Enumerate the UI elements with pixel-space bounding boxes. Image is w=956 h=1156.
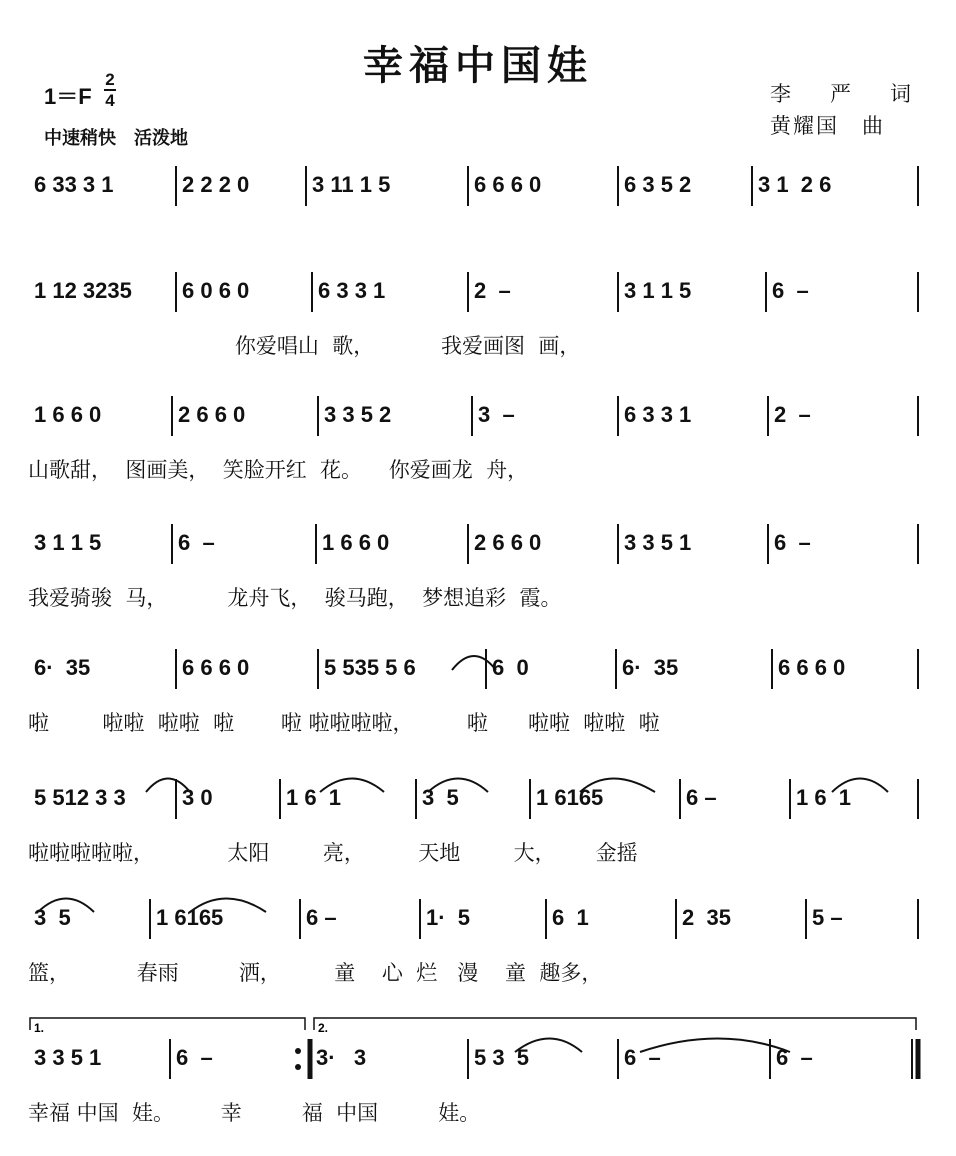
measure: 3 0: [182, 785, 213, 810]
lyrics-line: 你爱唱山 歌， 我爱画图 画，: [28, 334, 581, 358]
measure: 3 5: [34, 905, 71, 930]
measure: 6 –: [306, 905, 337, 930]
measure: 2 6 6 0: [474, 530, 542, 555]
measure: 3 3 5 2: [324, 402, 392, 427]
lyricist-credit: 李 严 词: [770, 83, 920, 106]
measure: 2 –: [474, 278, 511, 303]
measure: 5 3 5: [474, 1045, 530, 1070]
volta-label: 1.: [34, 1021, 45, 1035]
slur: [320, 779, 384, 793]
measure: 6 –: [178, 530, 215, 555]
measure: 6 3 5 2: [624, 172, 692, 197]
volta-1-bracket: [30, 1018, 305, 1030]
repeat-dot: [295, 1048, 301, 1054]
measure: 6 –: [624, 1045, 661, 1070]
measure: 3 3 5 1: [34, 1045, 102, 1070]
lyrics-line: 我爱骑骏 马， 龙舟飞， 骏马跑， 梦想追彩 霞。: [28, 586, 562, 610]
measure: 3· 3: [316, 1045, 367, 1070]
measure: 6 0: [492, 655, 529, 680]
measure: 6 –: [776, 1045, 813, 1070]
measure: 5 512 3 3: [34, 785, 126, 810]
measure: 3 1 2 6: [758, 172, 832, 197]
measure: 1· 5: [426, 905, 471, 930]
volta-2-bracket: [314, 1018, 916, 1030]
measure: 6 1: [552, 905, 589, 930]
measure: 1 12 3235: [34, 278, 132, 303]
slur: [515, 1039, 582, 1053]
measure: 1 6165: [156, 905, 224, 930]
measure: 3 5: [422, 785, 459, 810]
measure: 6· 35: [34, 655, 91, 680]
slur: [580, 779, 655, 793]
measure: 6 6 6 0: [778, 655, 846, 680]
measure: 1 6 6 0: [322, 530, 390, 555]
time-signature-bottom: 4: [105, 91, 115, 110]
measure: 6 –: [686, 785, 717, 810]
composer-credit: 黄耀国 曲: [770, 115, 885, 138]
lyrics-line: 幸福 中国 娃。 幸 福 中国 娃。: [28, 1101, 481, 1125]
measure: 1 6 6 0: [34, 402, 102, 427]
lyrics-line: 篮， 春雨 洒， 童 心 烂 漫 童 趣多，: [28, 961, 603, 985]
measure: 6 6 6 0: [474, 172, 542, 197]
measure: 6 0 6 0: [182, 278, 250, 303]
measure: 6 –: [176, 1045, 213, 1070]
measure: 2 2 2 0: [182, 172, 250, 197]
slur: [190, 899, 266, 913]
slur: [452, 656, 496, 670]
measure: 6 33 3 1: [34, 172, 114, 197]
measure: 2 35: [682, 905, 731, 930]
slur: [640, 1039, 790, 1053]
measure: 6· 35: [622, 655, 679, 680]
measure: 6 –: [774, 530, 811, 555]
repeat-dot: [295, 1064, 301, 1070]
volta-label: 2.: [318, 1021, 329, 1035]
tempo-marking: 中速稍快 活泼地: [44, 128, 188, 148]
measure: 6 3 3 1: [624, 402, 692, 427]
measure: 6 –: [772, 278, 809, 303]
slur: [146, 779, 190, 793]
measure: 3 –: [478, 402, 515, 427]
slur: [428, 779, 488, 793]
measure: 5 535 5 6: [324, 655, 416, 680]
measure: 1 6 1: [286, 785, 342, 810]
key-signature: 1＝F: [44, 84, 92, 109]
lyrics-line: 啦 啦啦 啦啦 啦 啦 啦啦啦啦， 啦 啦啦 啦啦 啦: [28, 711, 660, 735]
measure: 5 –: [812, 905, 843, 930]
measure: 2 –: [774, 402, 811, 427]
measure: 3 1 1 5: [624, 278, 692, 303]
measure: 3 1 1 5: [34, 530, 102, 555]
time-signature-top: 2: [105, 70, 115, 89]
song-title: 幸福中国娃: [363, 43, 593, 89]
measure: 3 11 1 5: [312, 172, 391, 197]
measure: 3 3 5 1: [624, 530, 692, 555]
measure: 6 6 6 0: [182, 655, 250, 680]
measure: 6 3 3 1: [318, 278, 386, 303]
slur: [832, 779, 888, 793]
lyrics-line: 山歌甜， 图画美， 笑脸开红 花。 你爱画龙 舟，: [28, 458, 529, 482]
measure: 1 6165: [536, 785, 604, 810]
measure: 1 6 1: [796, 785, 852, 810]
measure: 2 6 6 0: [178, 402, 246, 427]
slur: [38, 899, 94, 913]
lyrics-line: 啦啦啦啦啦， 太阳 亮， 天地 大， 金摇: [28, 841, 638, 865]
